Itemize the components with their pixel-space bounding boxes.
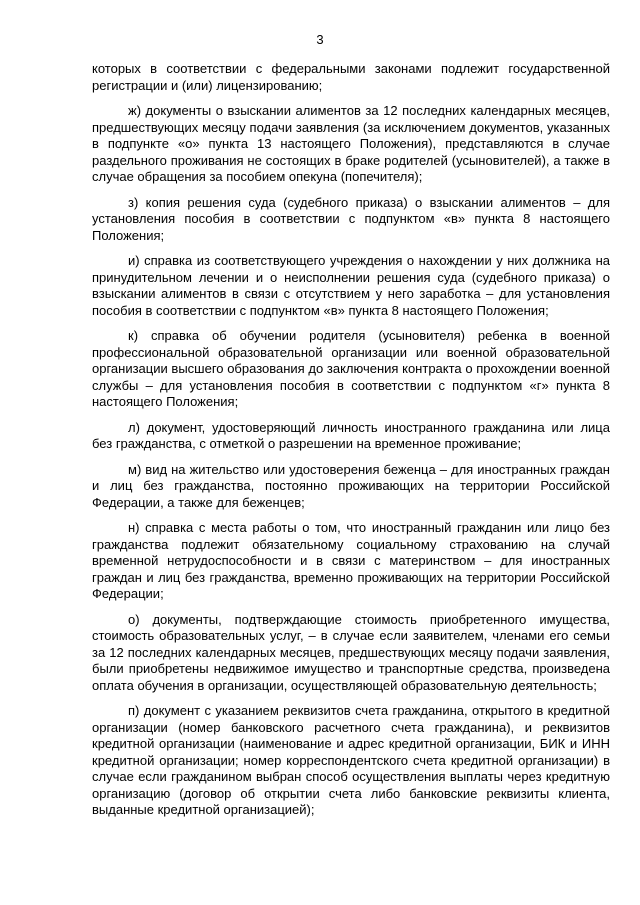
paragraph-item-z: з) копия решения суда (судебного приказа) о взыскании алиментов – для установления пособия в соответствии с подпунктом «в» пункта 8 настоящего Положения;: [92, 194, 610, 243]
paragraph-item-zh: ж) документы о взыскании алиментов за 12 последних календарных месяцев, предшествующих месяцу подачи заявления (за исключением документов, указанных в подпункте «о» пункта 13 настоящего Положения), представляются в случае раздельного проживания не состоящих в браке родителей (усыновителей), а также в случае обращения за пособием опекуна (попечителя);: [92, 103, 610, 184]
document-body: [92, 61, 610, 828]
paragraph-continuation: которых в соответствии с федеральными законами подлежит государственной регистрации и (или) лицензированию;: [92, 61, 610, 93]
paragraph-item-n: н) справка с места работы о том, что иностранный гражданин или лицо без гражданства подлежит обязательному социальному страхованию на случай временной нетрудоспособности и в связи с материнством – для иностранных граждан и лиц без гражданства, временно проживающих на территории Российской Федерации;: [92, 520, 610, 601]
paragraph-item-l: л) документ, удостоверяющий личность иностранного гражданина или лица без гражданства, с отметкой о разрешении на временное проживание;: [92, 419, 610, 451]
paragraph-item-m: м) вид на жительство или удостоверения беженца – для иностранных граждан и лиц без гражданства, постоянно проживающих на территории Российской Федерации, а также для беженцев;: [92, 461, 610, 510]
paragraph-item-o: о) документы, подтверждающие стоимость приобретенного имущества, стоимость образовательных услуг, – в случае если заявителем, членами его семьи за 12 последних календарных месяцев, предшествующих месяцу подачи заявления, были приобретены недвижимое имущество и транспортные средства, произведена оплата обучения в организации, осуществляющей образовательную деятельность;: [92, 611, 610, 693]
paragraph-item-i: и) справка из соответствующего учреждения о нахождении у них должника на принудительном лечении и о неисполнении решения суда (судебного приказа) о взыскании алиментов в связи с отсутствием у него заработка – для установления пособия в соответствии с подпунктом «в» пункта 8 настоящего Положения;: [92, 253, 610, 318]
page-number: 3: [316, 32, 324, 47]
paragraph-item-p: п) документ с указанием реквизитов счета гражданина, открытого в кредитной организации (номер банковского расчетного счета гражданина), и реквизитов кредитной организации (наименование и адрес кредитной организации, БИК и ИНН кредитной организации; номер корреспондентского счета кредитной организации) в случае если гражданином выбран способ осуществления выплаты через кредитную организацию (договор об открытии счета либо банковские реквизиты клиента, выданные кредитной организацией);: [92, 703, 610, 817]
paragraph-item-k: к) справка об обучении родителя (усыновителя) ребенка в военной профессиональной образовательной организации или военной образовательной организации высшего образования до заключения контракта о прохождении военной службы – для установления пособия в соответствии с подпунктом «г» пункта 8 настоящего Положения;: [92, 328, 610, 409]
